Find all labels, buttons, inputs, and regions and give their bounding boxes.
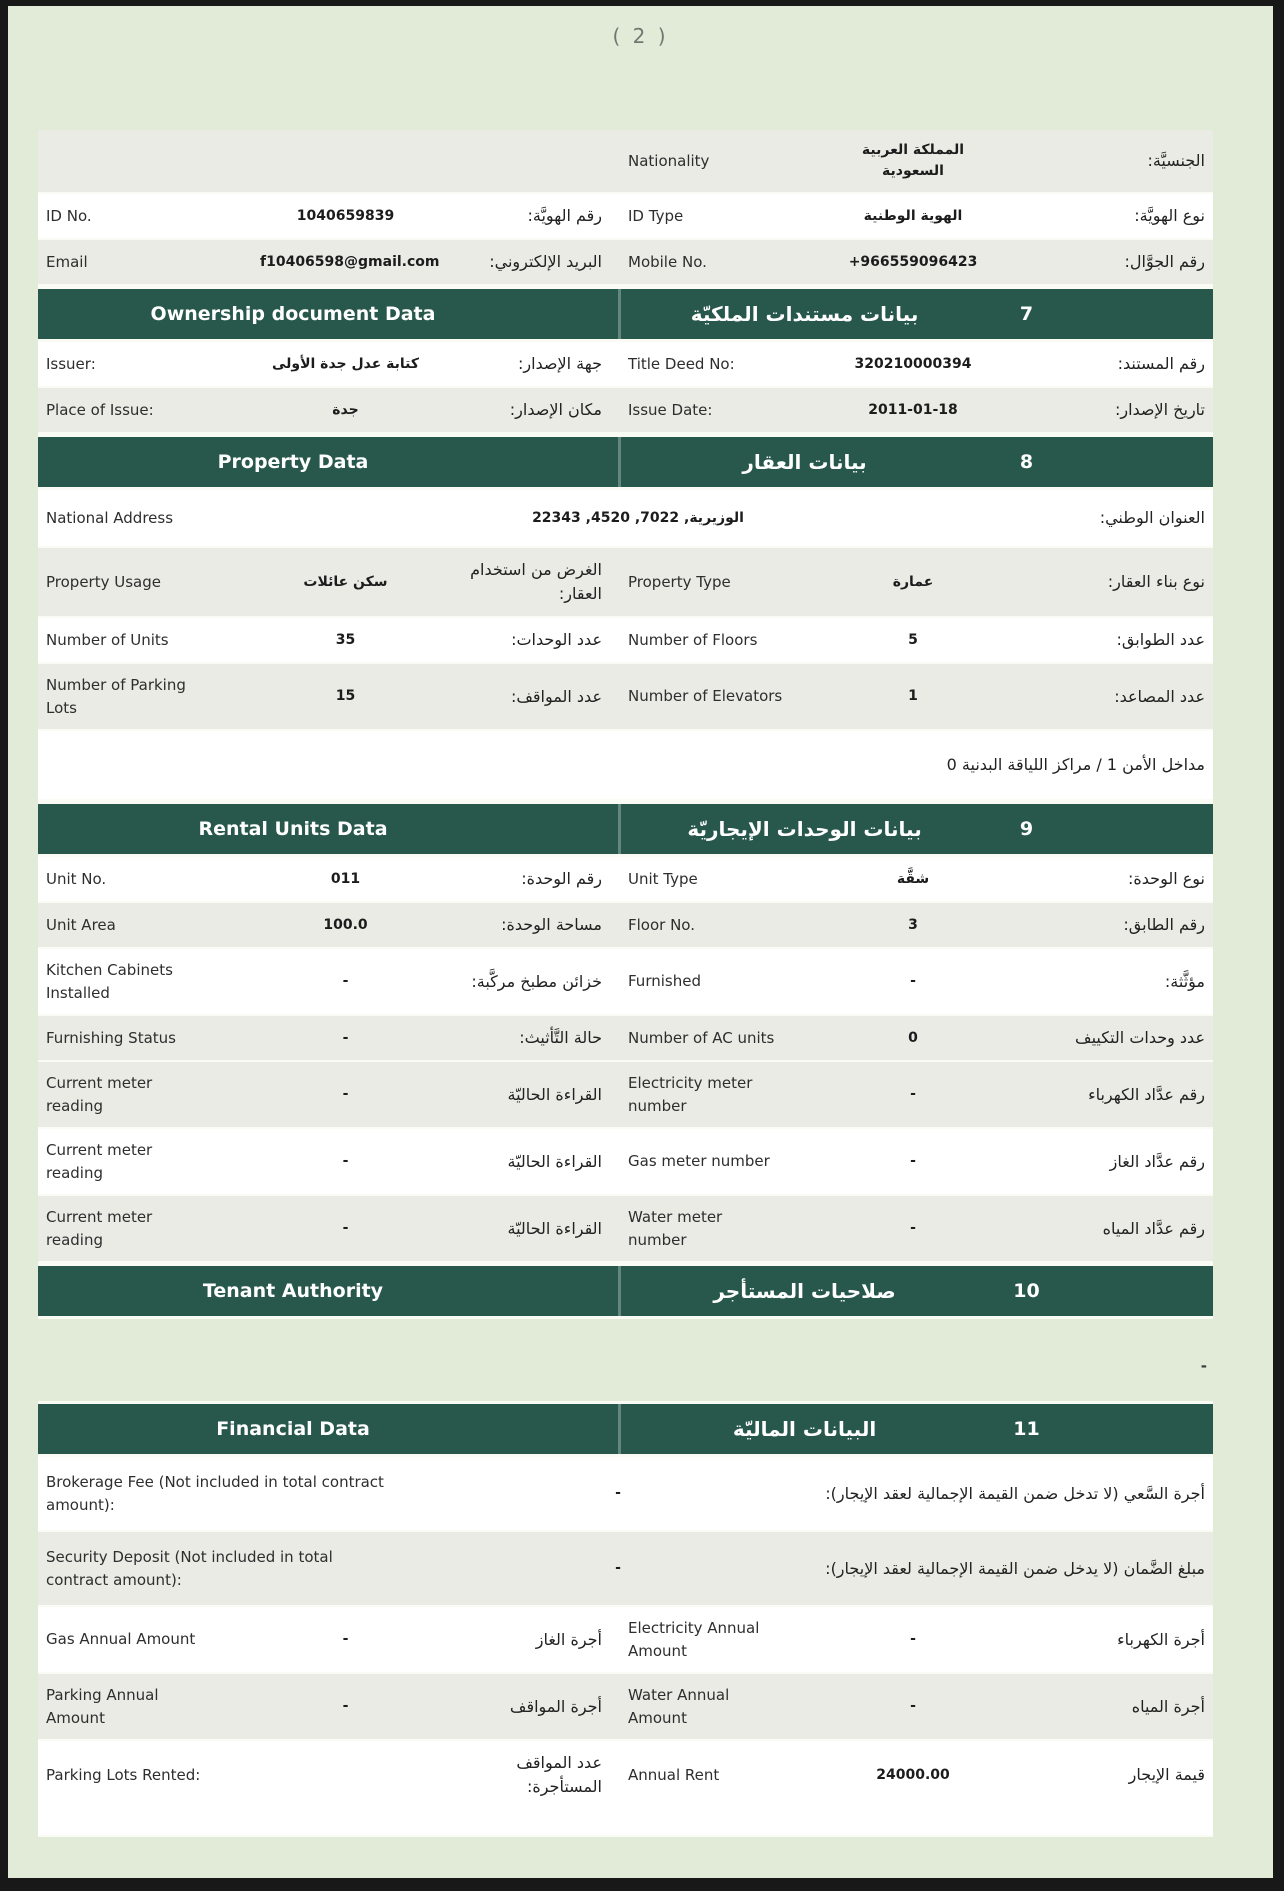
value: 011 bbox=[330, 870, 361, 887]
table-row bbox=[38, 618, 1213, 664]
value: كتابة عدل جدة الأولى bbox=[271, 355, 420, 372]
label-ar: رقم الوحدة: bbox=[521, 869, 602, 888]
value: - bbox=[342, 1086, 349, 1102]
value: - bbox=[910, 1631, 916, 1647]
value: 320210000394 bbox=[854, 355, 972, 372]
section-title-en: Ownership document Data bbox=[150, 303, 436, 325]
label-ar: رقم الجوَّال: bbox=[1124, 252, 1205, 271]
section-header-9 bbox=[38, 801, 1213, 857]
value: شقَّة bbox=[896, 870, 930, 887]
table-row bbox=[38, 388, 1213, 434]
table-row bbox=[38, 1674, 1213, 1741]
label-en: Electricity Annual Amount bbox=[628, 1619, 760, 1660]
label-ar: قيمة الإيجار bbox=[1128, 1765, 1205, 1784]
section-header-right bbox=[621, 1266, 1213, 1316]
label-en: Current meter reading bbox=[46, 1074, 153, 1115]
label-ar: عدد المواقف: bbox=[510, 686, 602, 706]
label-ar: تاريخ الإصدار: bbox=[1114, 400, 1205, 419]
label-ar: مكان الإصدار: bbox=[509, 400, 602, 419]
value: - bbox=[342, 1029, 349, 1046]
label-en: Number of Elevators bbox=[628, 687, 783, 706]
section-header-right bbox=[621, 804, 1213, 854]
label-ar: عدد المواقف المستأجرة: bbox=[516, 1753, 602, 1796]
value: - bbox=[615, 1485, 621, 1501]
table-row bbox=[38, 1607, 1213, 1674]
label-ar: أجرة الكهرباء bbox=[1117, 1629, 1205, 1649]
label-en: Electricity meter number bbox=[628, 1074, 753, 1115]
value: عمارة bbox=[892, 573, 934, 590]
section-header-7 bbox=[38, 286, 1213, 342]
label-ar: عدد المصاعد: bbox=[1114, 686, 1205, 706]
label-ar: الجنسيَّة: bbox=[1147, 151, 1205, 170]
value: - bbox=[342, 1220, 349, 1236]
value: سكن عائلات bbox=[303, 573, 388, 590]
label-en: Parking Lots Rented: bbox=[46, 1765, 201, 1784]
label-en: Property Type bbox=[628, 572, 731, 591]
label-ar: جهة الإصدار: bbox=[517, 354, 602, 373]
label-ar: أجرة المياه bbox=[1131, 1696, 1205, 1716]
label-ar: رقم الهويَّة: bbox=[527, 206, 602, 225]
label-ar: القراءة الحاليّة bbox=[507, 1218, 602, 1238]
label-en: Nationality bbox=[628, 151, 710, 170]
label-ar: أجرة السَّعي (لا تدخل ضمن القيمة الإجمالية لعقد الإيجار): bbox=[825, 1483, 1205, 1503]
value: - bbox=[910, 1086, 916, 1102]
table-row bbox=[38, 1062, 1213, 1129]
label-en: Gas Annual Amount bbox=[46, 1630, 196, 1649]
table-row bbox=[38, 1196, 1213, 1263]
table-row bbox=[38, 1741, 1213, 1837]
value: 1040659839 bbox=[296, 207, 395, 224]
value: 35 bbox=[335, 631, 356, 648]
label-en: Mobile No. bbox=[628, 252, 707, 271]
value: +966559096423 bbox=[848, 253, 978, 270]
contract-table bbox=[38, 130, 1213, 1837]
label-ar: رقم المستند: bbox=[1117, 354, 1205, 373]
label-ar: رقم عدَّاد المياه bbox=[1102, 1218, 1205, 1238]
label-en: Current meter reading bbox=[46, 1141, 153, 1182]
section-title-en: Tenant Authority bbox=[202, 1280, 384, 1302]
section-title-ar: بيانات الوحدات الإيجاريّة bbox=[687, 817, 922, 841]
label-ar: حالة التَّأثيث: bbox=[519, 1028, 602, 1047]
label-en: Current meter reading bbox=[46, 1208, 153, 1249]
label-ar: القراءة الحاليّة bbox=[507, 1084, 602, 1104]
label-ar: مبلغ الضَّمان (لا يدخل ضمن القيمة الإجمالية لعقد الإيجار): bbox=[825, 1558, 1205, 1578]
section-header-11 bbox=[38, 1401, 1213, 1457]
label-en: Furnishing Status bbox=[46, 1028, 176, 1047]
value: الهوية الوطنية bbox=[863, 207, 963, 224]
label-en: Place of Issue: bbox=[46, 400, 154, 419]
label-en: Number of AC units bbox=[628, 1028, 775, 1047]
label-en: Parking Annual Amount bbox=[46, 1686, 159, 1727]
value: - bbox=[342, 1153, 349, 1169]
label-en: Annual Rent bbox=[628, 1765, 720, 1784]
label-ar: الغرض من استخدام العقار: bbox=[470, 560, 602, 603]
amenities-note: مداخل الأمن 1 / مراكز اللياقة البدنية 0 bbox=[946, 755, 1205, 774]
section-header-left bbox=[38, 289, 618, 339]
label-ar: رقم عدَّاد الكهرباء bbox=[1088, 1084, 1205, 1104]
label-ar: رقم عدَّاد الغاز bbox=[1109, 1151, 1205, 1171]
table-row bbox=[38, 1532, 1213, 1607]
value: - bbox=[910, 973, 916, 989]
section-number: 10 bbox=[1013, 1280, 1040, 1302]
page-number: ( 2 ) bbox=[612, 24, 669, 48]
section-title-ar: صلاحيات المستأجر bbox=[713, 1279, 896, 1303]
section-title-en: Rental Units Data bbox=[198, 818, 388, 840]
table-row bbox=[38, 731, 1213, 801]
section-number: 11 bbox=[1013, 1418, 1040, 1440]
value bbox=[258, 1765, 433, 1785]
label-en: Unit Area bbox=[46, 915, 116, 934]
label-en: Email bbox=[46, 252, 88, 271]
table-row bbox=[38, 857, 1213, 903]
value: - bbox=[910, 1153, 916, 1169]
label-en bbox=[38, 151, 258, 171]
section-number: 8 bbox=[1019, 451, 1034, 473]
table-row bbox=[38, 1129, 1213, 1196]
value: الوزيرية, 7022, 4520, 22343 bbox=[532, 509, 744, 526]
value: - bbox=[342, 1631, 349, 1647]
label-ar: العنوان الوطني: bbox=[1099, 508, 1205, 527]
table-row bbox=[38, 1016, 1213, 1062]
value: 2011-01-18 bbox=[868, 401, 958, 418]
value: 1 bbox=[908, 688, 918, 704]
label-ar: عدد الوحدات: bbox=[511, 630, 602, 649]
section-header-left bbox=[38, 804, 618, 854]
table-row bbox=[38, 342, 1213, 388]
label-ar: نوع بناء العقار: bbox=[1107, 572, 1205, 591]
label-en: ID No. bbox=[46, 206, 92, 225]
table-row bbox=[38, 664, 1213, 731]
label-ar: البريد الإلكتروني: bbox=[489, 252, 602, 271]
table-row bbox=[38, 194, 1213, 240]
value: 3 bbox=[908, 916, 918, 933]
empty-value-dash: - bbox=[1200, 1357, 1207, 1375]
section-title-en: Property Data bbox=[217, 451, 369, 473]
table-row bbox=[38, 130, 1213, 194]
label-en: Furnished bbox=[628, 972, 701, 991]
label-en: Property Usage bbox=[46, 572, 161, 591]
section-header-left bbox=[38, 1404, 618, 1454]
label-en: Number of Units bbox=[46, 630, 169, 649]
value bbox=[258, 151, 433, 171]
label-en: Issue Date: bbox=[628, 400, 713, 419]
section-header-8 bbox=[38, 434, 1213, 490]
value: 100.0 bbox=[323, 916, 368, 933]
section-header-left bbox=[38, 437, 618, 487]
label-ar: مؤثَّثة: bbox=[1164, 971, 1205, 991]
table-row bbox=[38, 1457, 1213, 1532]
table-row bbox=[38, 903, 1213, 949]
label-ar: أجرة الغاز bbox=[535, 1629, 602, 1649]
value: 0 bbox=[908, 1029, 918, 1046]
value: f10406598@gmail.com bbox=[260, 253, 440, 270]
label-en: National Address bbox=[46, 508, 174, 527]
value: - bbox=[910, 1220, 916, 1236]
label-en: Title Deed No: bbox=[628, 354, 735, 373]
label-ar: القراءة الحاليّة bbox=[507, 1151, 602, 1171]
section-header-10 bbox=[38, 1263, 1213, 1319]
label-en: Unit No. bbox=[46, 869, 107, 888]
label-en: ID Type bbox=[628, 206, 684, 225]
label-en: Unit Type bbox=[628, 869, 698, 888]
value: 15 bbox=[335, 688, 356, 704]
label-ar: رقم الطابق: bbox=[1123, 915, 1205, 934]
value: المملكة العربية السعودية bbox=[861, 142, 965, 179]
section-number: 9 bbox=[1019, 818, 1034, 840]
label-ar: عدد وحدات التكييف bbox=[1075, 1028, 1205, 1047]
value: 5 bbox=[908, 631, 918, 648]
label-en: Brokerage Fee (Not included in total contract amount): bbox=[46, 1473, 384, 1514]
table-row bbox=[38, 490, 1213, 548]
label-en: Floor No. bbox=[628, 915, 695, 934]
table-row bbox=[38, 548, 1213, 618]
section-title-ar: بيانات مستندات الملكيّة bbox=[690, 302, 919, 326]
value: - bbox=[910, 1698, 916, 1714]
section-title-ar: بيانات العقار bbox=[742, 450, 867, 474]
label-ar bbox=[433, 151, 608, 171]
section-header-right bbox=[621, 1404, 1213, 1454]
label-en: Number of Floors bbox=[628, 630, 758, 649]
label-en: Security Deposit (Not included in total contract amount): bbox=[46, 1548, 333, 1589]
label-ar: نوع الهويَّة: bbox=[1134, 206, 1205, 225]
section-number: 7 bbox=[1019, 303, 1034, 325]
label-ar: خزائن مطبخ مركَّبة: bbox=[471, 971, 602, 991]
label-en: Water meter number bbox=[628, 1208, 723, 1249]
table-row bbox=[38, 949, 1213, 1016]
value: جدة bbox=[332, 401, 359, 418]
tenant-authority-empty bbox=[38, 1319, 1213, 1401]
label-en: Water Annual Amount bbox=[628, 1686, 730, 1727]
label-en: Gas meter number bbox=[628, 1152, 770, 1171]
section-title-en: Financial Data bbox=[216, 1418, 370, 1440]
section-header-left bbox=[38, 1266, 618, 1316]
section-header-right bbox=[621, 437, 1213, 487]
label-en: Kitchen Cabinets Installed bbox=[46, 961, 173, 1002]
table-row bbox=[38, 240, 1213, 286]
value: - bbox=[342, 1698, 349, 1714]
label-ar: مساحة الوحدة: bbox=[501, 915, 602, 934]
value: - bbox=[342, 973, 349, 989]
value: 24000.00 bbox=[876, 1766, 950, 1783]
label-ar: عدد الطوابق: bbox=[1116, 630, 1205, 649]
section-title-ar: البيانات الماليّة bbox=[732, 1417, 877, 1441]
label-en: Number of Parking Lots bbox=[46, 676, 186, 717]
value: - bbox=[615, 1560, 621, 1576]
label-en: Issuer: bbox=[46, 354, 96, 373]
section-header-right bbox=[621, 289, 1213, 339]
label-ar: نوع الوحدة: bbox=[1128, 869, 1205, 888]
label-ar: أجرة المواقف bbox=[509, 1696, 602, 1716]
